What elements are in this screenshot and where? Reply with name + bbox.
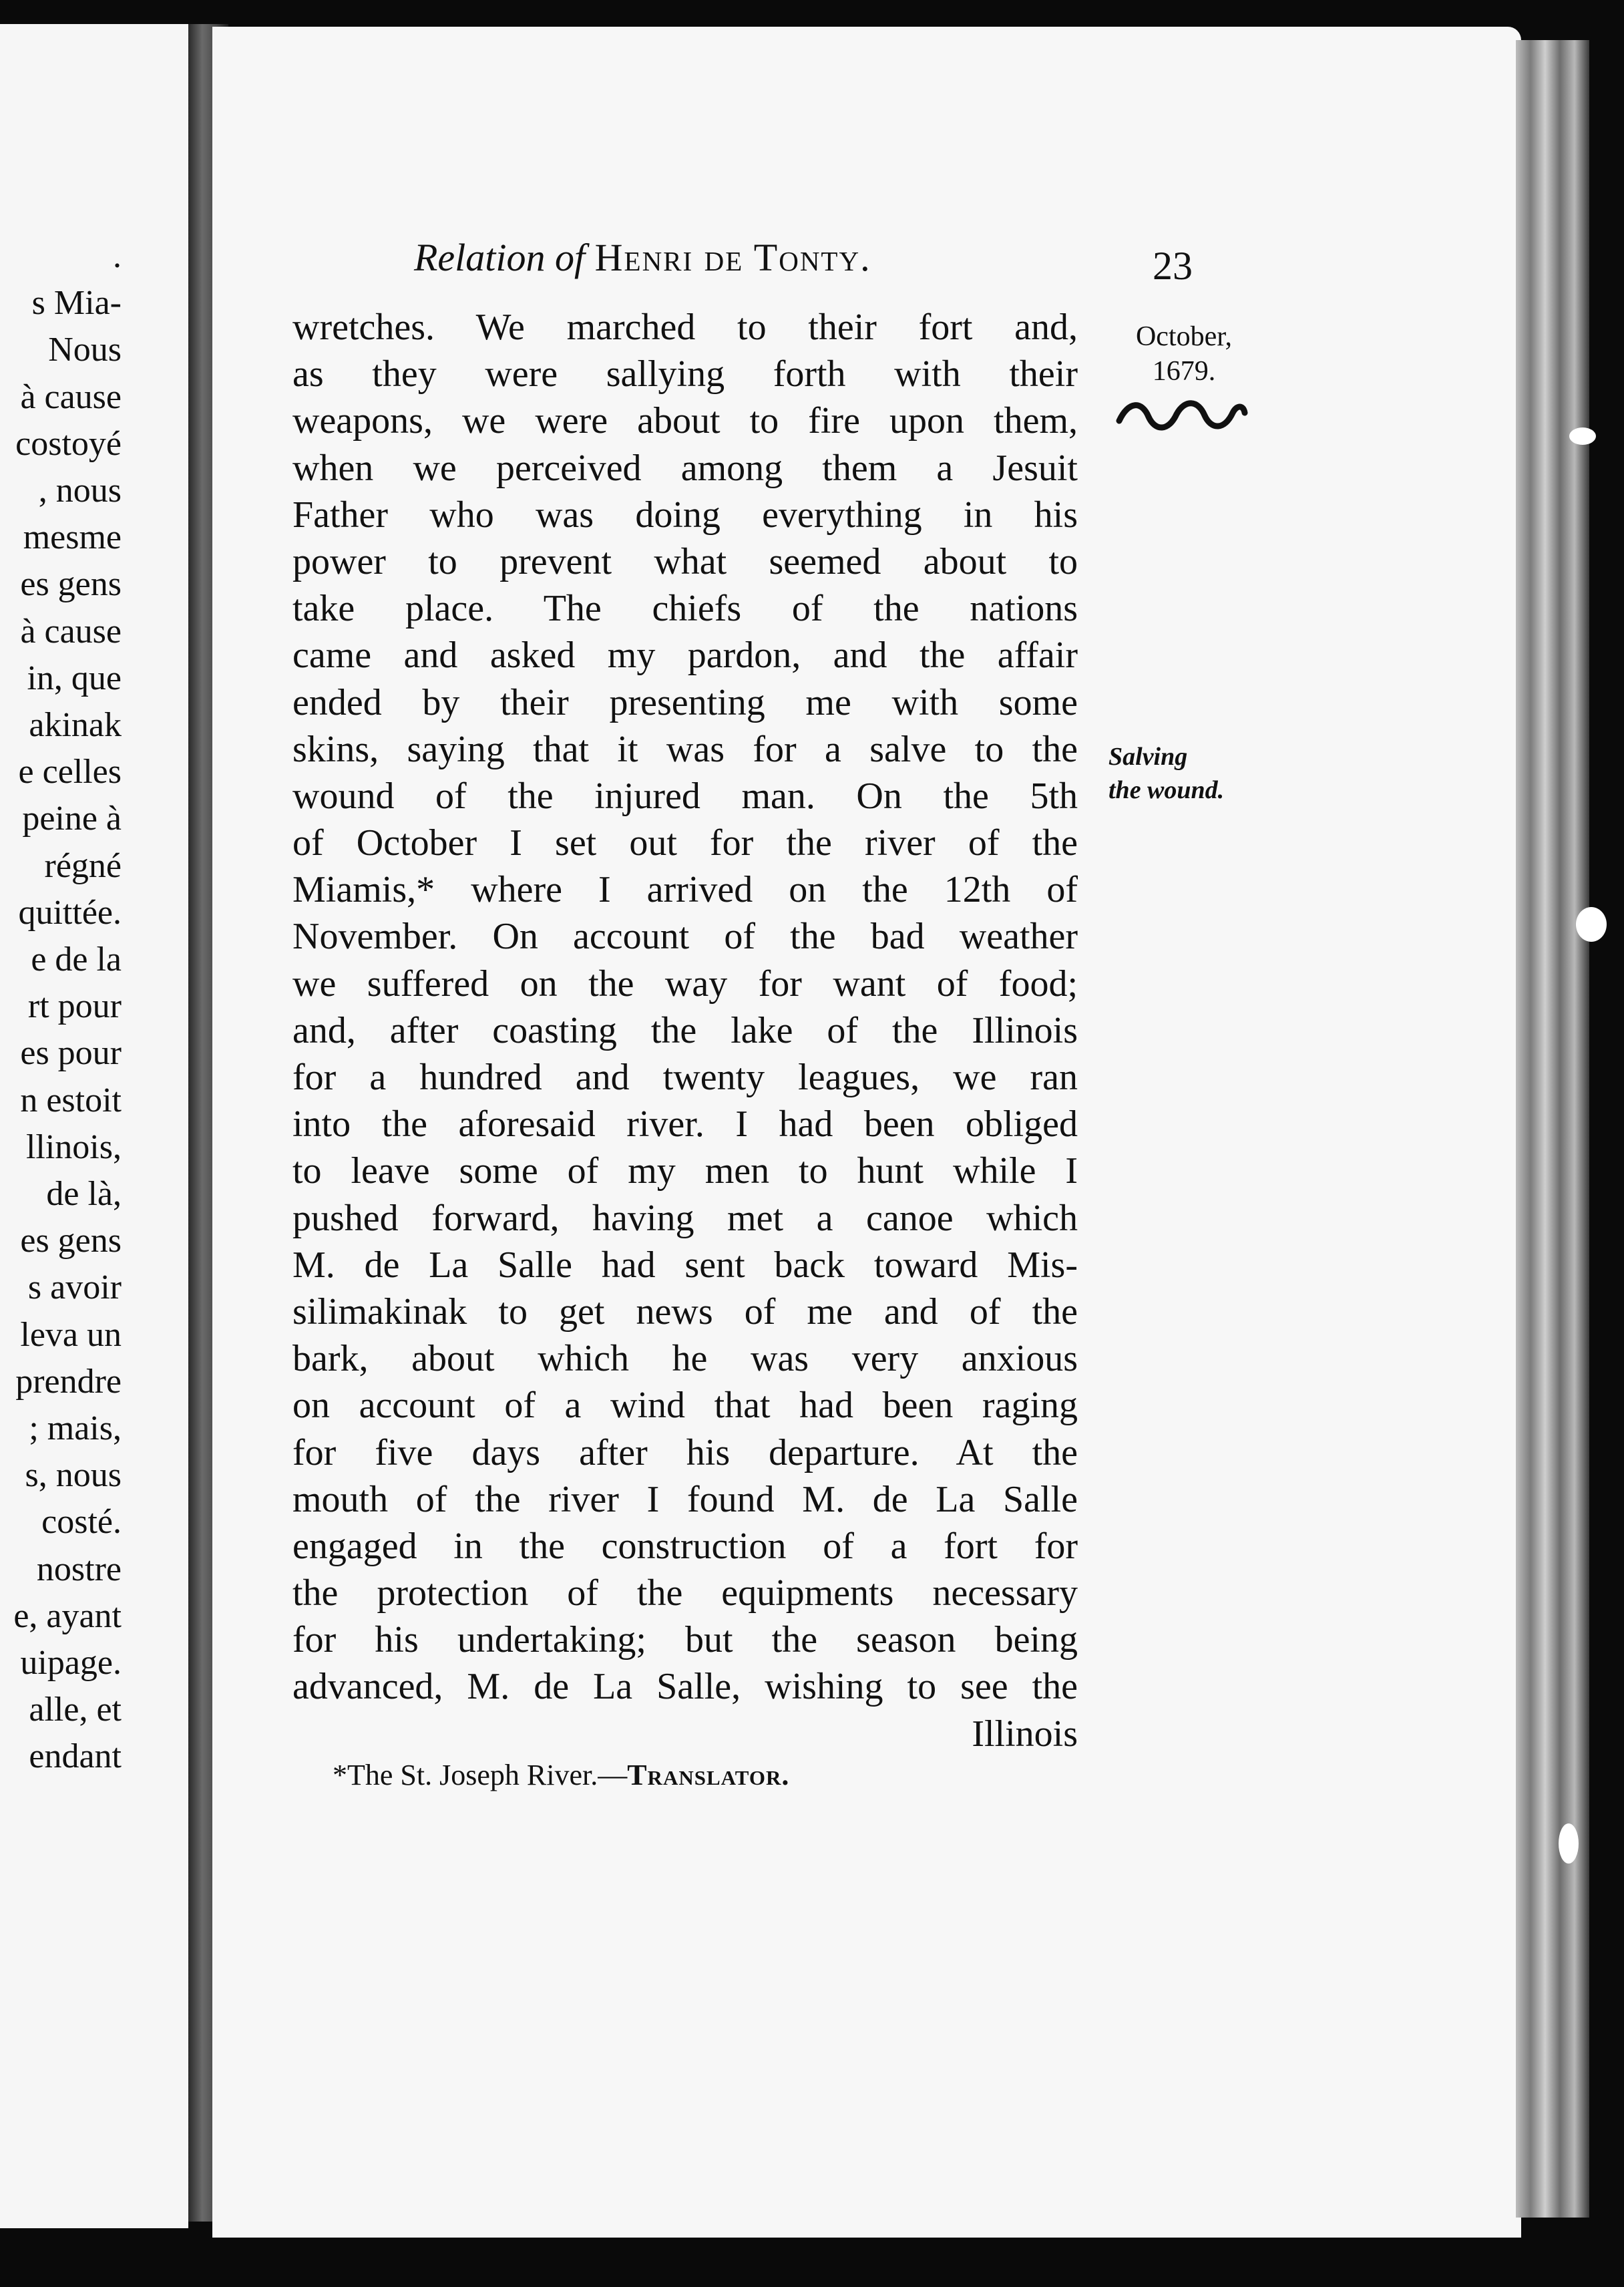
body-line: power to prevent what seemed about to <box>292 540 1078 582</box>
body-line: came and asked my pardon, and the affair <box>292 635 1078 677</box>
body-line: we suffered on the way for want of food; <box>292 962 1078 1005</box>
margin-date-year: 1679. <box>1152 356 1216 387</box>
left-page-line: leva un <box>20 1315 122 1354</box>
body-line: when we perceived among them a Jesuit <box>292 447 1078 489</box>
body-line: for his undertaking; but the season being <box>292 1619 1078 1661</box>
body-line: mouth of the river I found M. de La Salle <box>292 1478 1078 1520</box>
margin-note <box>1108 740 1224 807</box>
left-page-line: à cause <box>20 612 122 651</box>
body-line: Father who was doing everything in his <box>292 494 1078 536</box>
body-line: as they were sallying forth with their <box>292 353 1078 395</box>
margin-note-line2: the wound. <box>1108 776 1225 804</box>
left-page-line: endant <box>29 1737 122 1776</box>
body-line: wretches. We marched to their fort and, <box>292 307 1078 348</box>
running-head-title: Relation of <box>414 236 586 279</box>
body-text <box>292 304 1078 1757</box>
left-page-line: e de la <box>31 940 122 979</box>
footnote-attribution: Translator. <box>627 1759 790 1791</box>
left-page-line: s, nous <box>25 1456 122 1495</box>
left-page-line: de là, <box>46 1175 122 1213</box>
body-line: silimakinak to get news of me and of the <box>292 1290 1078 1333</box>
page-number: 23 <box>1153 244 1193 288</box>
left-page-line: akinak <box>29 706 122 744</box>
body-line: ended by their presenting me with some <box>292 681 1078 723</box>
left-page-line: es pour <box>20 1034 122 1073</box>
body-line: Miamis,* where I arrived on the 12th of <box>292 869 1078 911</box>
scan-speck <box>1569 427 1596 445</box>
body-line: skins, saying that it was for a salve to the <box>292 728 1078 770</box>
facing-page-left <box>0 24 188 2228</box>
left-page-line: quittée. <box>18 893 122 932</box>
body-line: the protection of the equipments necessary <box>292 1572 1078 1614</box>
left-page-line: s Mia- <box>31 284 122 323</box>
left-page-line: rt pour <box>27 987 122 1026</box>
body-line: weapons, we were about to fire upon them, <box>292 400 1078 442</box>
left-page-line: prendre <box>15 1362 122 1401</box>
body-line: into the aforesaid river. I had been obliged <box>292 1103 1078 1146</box>
left-page-line: costoyé <box>15 424 122 463</box>
scan-speck <box>1559 1823 1579 1864</box>
left-page-line: in, que <box>27 659 122 697</box>
body-line: and, after coasting the lake of the Illinois <box>292 1009 1078 1051</box>
body-line: pushed forward, having met a canoe which <box>292 1197 1078 1239</box>
flourish-ornament <box>1115 394 1249 434</box>
body-line: advanced, M. de La Salle, wishing to see the <box>292 1666 1078 1708</box>
scan-speck <box>1576 907 1607 942</box>
body-line: M. de La Salle had sent back toward Mis- <box>292 1244 1078 1286</box>
left-page-line: . <box>113 237 122 275</box>
left-page-line: peine à <box>22 800 122 838</box>
running-head-name: Henri de Tonty. <box>594 236 871 279</box>
body-line: for five days after his departure. At the <box>292 1431 1078 1473</box>
body-line: on account of a wind that had been raging <box>292 1385 1078 1427</box>
margin-note-line1: Salving <box>1108 743 1188 771</box>
margin-date-month: October, <box>1135 321 1233 352</box>
left-page-line: llinois, <box>25 1127 122 1166</box>
left-page-line: costé. <box>41 1503 122 1542</box>
body-line: wound of the injured man. On the 5th <box>292 775 1078 817</box>
left-page-line: es gens <box>20 1222 122 1260</box>
left-page-line: , nous <box>38 472 122 510</box>
body-line: of October I set out for the river of the <box>292 822 1078 864</box>
left-page-line: mesme <box>23 518 122 557</box>
left-page-line: régné <box>44 846 122 885</box>
left-page-line: Nous <box>48 331 122 369</box>
left-page-line: s avoir <box>27 1268 122 1307</box>
body-line: engaged in the construction of a fort for <box>292 1525 1078 1567</box>
body-line: November. On account of the bad weather <box>292 916 1078 958</box>
footnote <box>333 1758 789 1792</box>
page-block-edge <box>1516 40 1589 2218</box>
body-line: take place. The chiefs of the nations <box>292 588 1078 630</box>
running-head <box>414 235 871 280</box>
body-line: to leave some of my men to hunt while I <box>292 1150 1078 1192</box>
left-page-line: es gens <box>20 565 122 604</box>
left-page-line: ; mais, <box>29 1409 122 1447</box>
body-line: for a hundred and twenty leagues, we ran <box>292 1057 1078 1098</box>
body-line: bark, about which he was very anxious <box>292 1338 1078 1380</box>
left-page-line: e celles <box>18 753 122 791</box>
footnote-text: *The St. Joseph River.— <box>333 1759 628 1791</box>
left-page-line: à cause <box>20 377 122 416</box>
body-line: Illinois <box>972 1713 1078 1755</box>
left-page-line: uipage. <box>20 1644 122 1682</box>
left-page-line: alle, et <box>29 1691 122 1729</box>
left-page-line: e, ayant <box>13 1596 122 1635</box>
margin-date <box>1121 319 1247 389</box>
left-page-line: nostre <box>36 1550 122 1588</box>
left-page-line: n estoit <box>20 1081 122 1119</box>
